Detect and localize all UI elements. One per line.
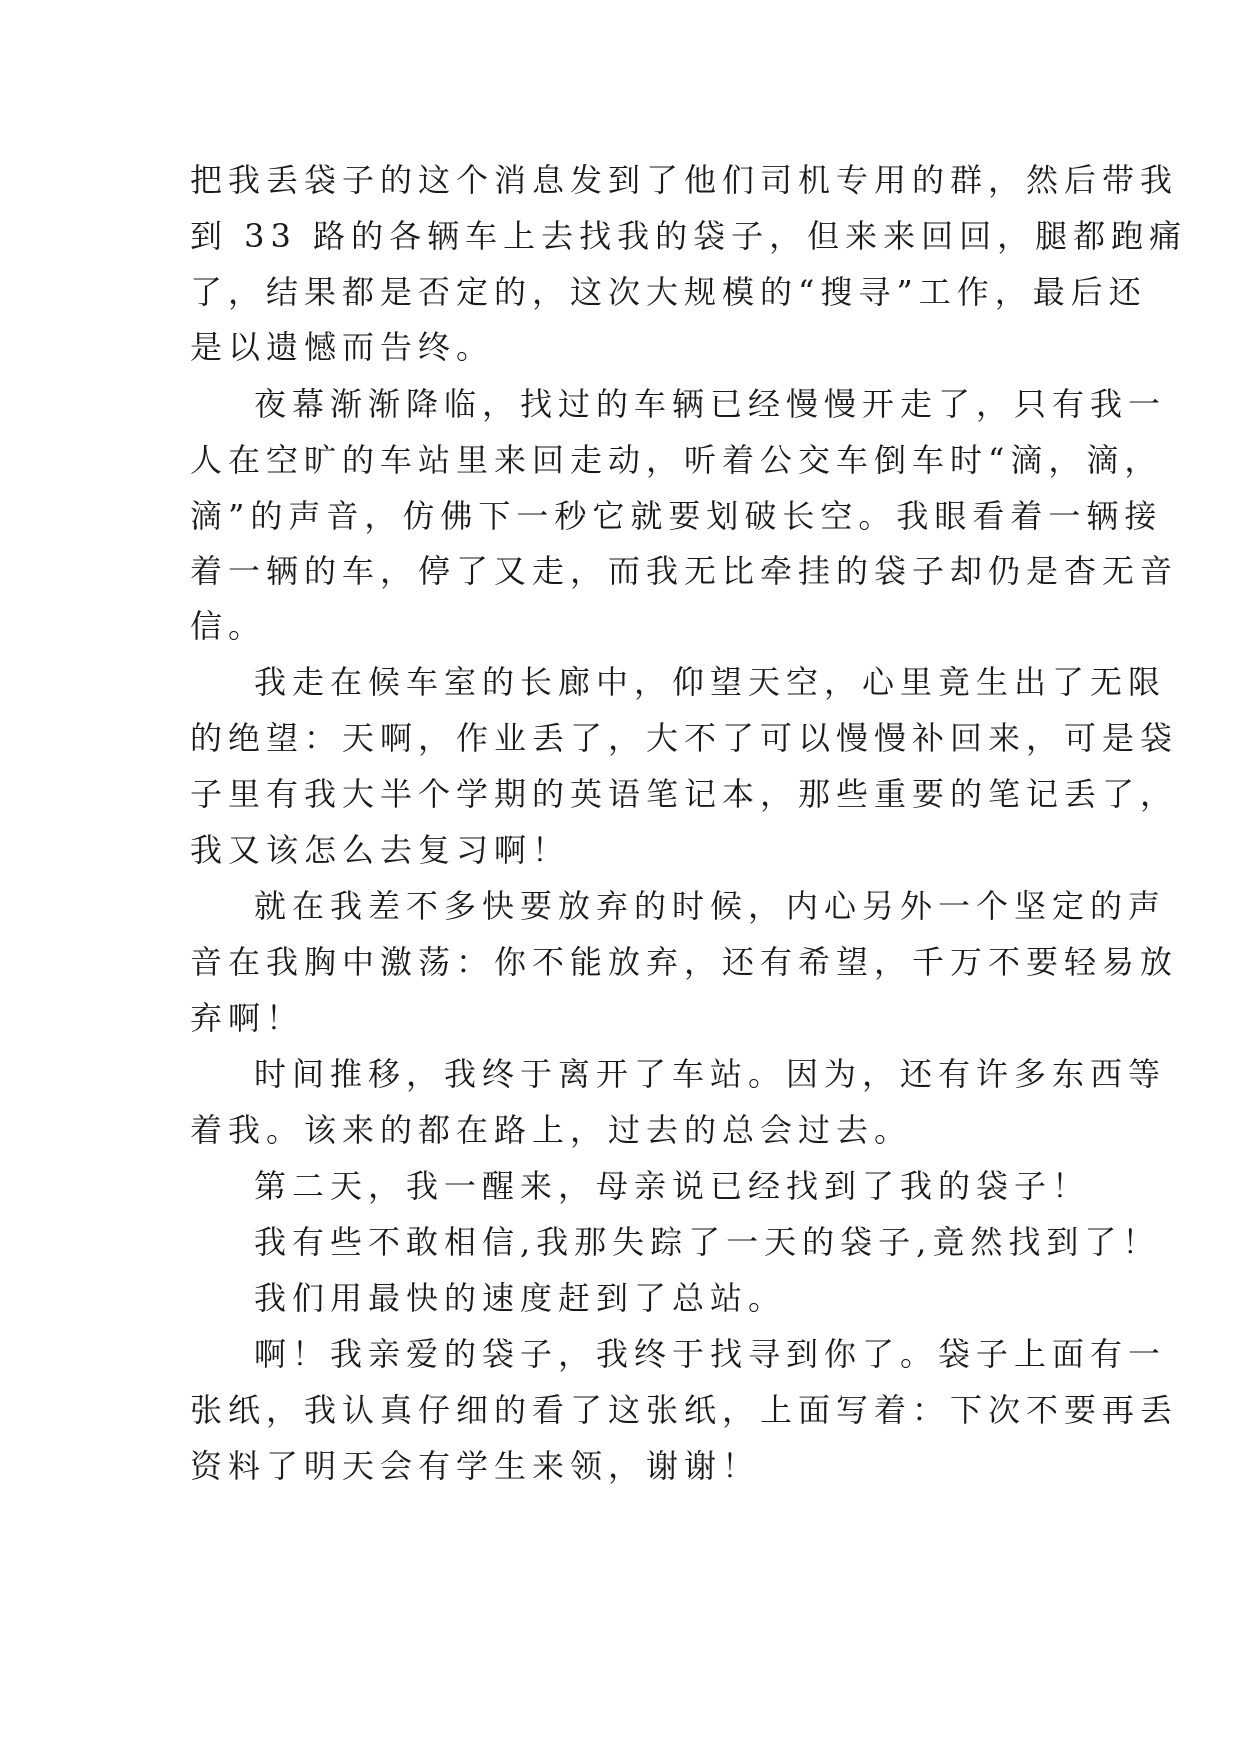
paragraph-first-line: 夜幕渐渐降临，找过的车辆已经慢慢开走了，只有我一 bbox=[254, 385, 1167, 423]
text-line: 的绝望：天啊，作业丢了，大不了可以慢慢补回来，可是袋 bbox=[190, 719, 1179, 757]
text-line: 张纸，我认真仔细的看了这张纸，上面写着：下次不要再丢 bbox=[190, 1391, 1179, 1429]
text-line: 着一辆的车，停了又走，而我无比牵挂的袋子却仍是杳无音 bbox=[190, 552, 1179, 590]
paragraph-first-line: 我们用最快的速度赶到了总站。 bbox=[254, 1279, 787, 1317]
text-line: 弃啊！ bbox=[190, 999, 305, 1037]
paragraph-first-line: 我走在候车室的长廊中，仰望天空，心里竟生出了无限 bbox=[254, 663, 1167, 701]
paragraph-first-line: 我有些不敢相信,我那失踪了一天的袋子,竟然找到了！ bbox=[254, 1223, 1161, 1261]
text-line: 滴”的声音，仿佛下一秒它就要划破长空。我眼看着一辆接 bbox=[190, 497, 1163, 535]
text-line: 是以遗憾而告终。 bbox=[190, 328, 495, 366]
text-line: 人在空旷的车站里来回走动，听着公交车倒车时“滴，滴， bbox=[190, 441, 1163, 479]
text-line: 我又该怎么去复习啊！ bbox=[190, 831, 571, 869]
text-line: 到 33 路的各辆车上去找我的袋子，但来来回回，腿都跑痛 bbox=[190, 217, 1188, 255]
text-line: 着我。该来的都在路上，过去的总会过去。 bbox=[190, 1111, 913, 1149]
text-line: 子里有我大半个学期的英语笔记本，那些重要的笔记丢了， bbox=[190, 775, 1179, 813]
text-line: 信。 bbox=[190, 607, 267, 645]
text-line: 把我丢袋子的这个消息发到了他们司机专用的群，然后带我 bbox=[190, 161, 1179, 199]
paragraph-first-line: 啊！我亲爱的袋子，我终于找寻到你了。袋子上面有一 bbox=[254, 1335, 1167, 1373]
paragraph-first-line: 第二天，我一醒来，母亲说已经找到了我的袋子！ bbox=[254, 1167, 1091, 1205]
text-line: 资料了明天会有学生来领，谢谢！ bbox=[190, 1447, 761, 1485]
paragraph-first-line: 就在我差不多快要放弃的时候，内心另外一个坚定的声 bbox=[254, 887, 1167, 925]
text-line: 音在我胸中激荡：你不能放弃，还有希望，千万不要轻易放 bbox=[190, 943, 1179, 981]
paragraph-first-line: 时间推移，我终于离开了车站。因为，还有许多东西等 bbox=[254, 1055, 1167, 1093]
text-line: 了，结果都是否定的，这次大规模的“搜寻”工作，最后还 bbox=[190, 273, 1147, 311]
